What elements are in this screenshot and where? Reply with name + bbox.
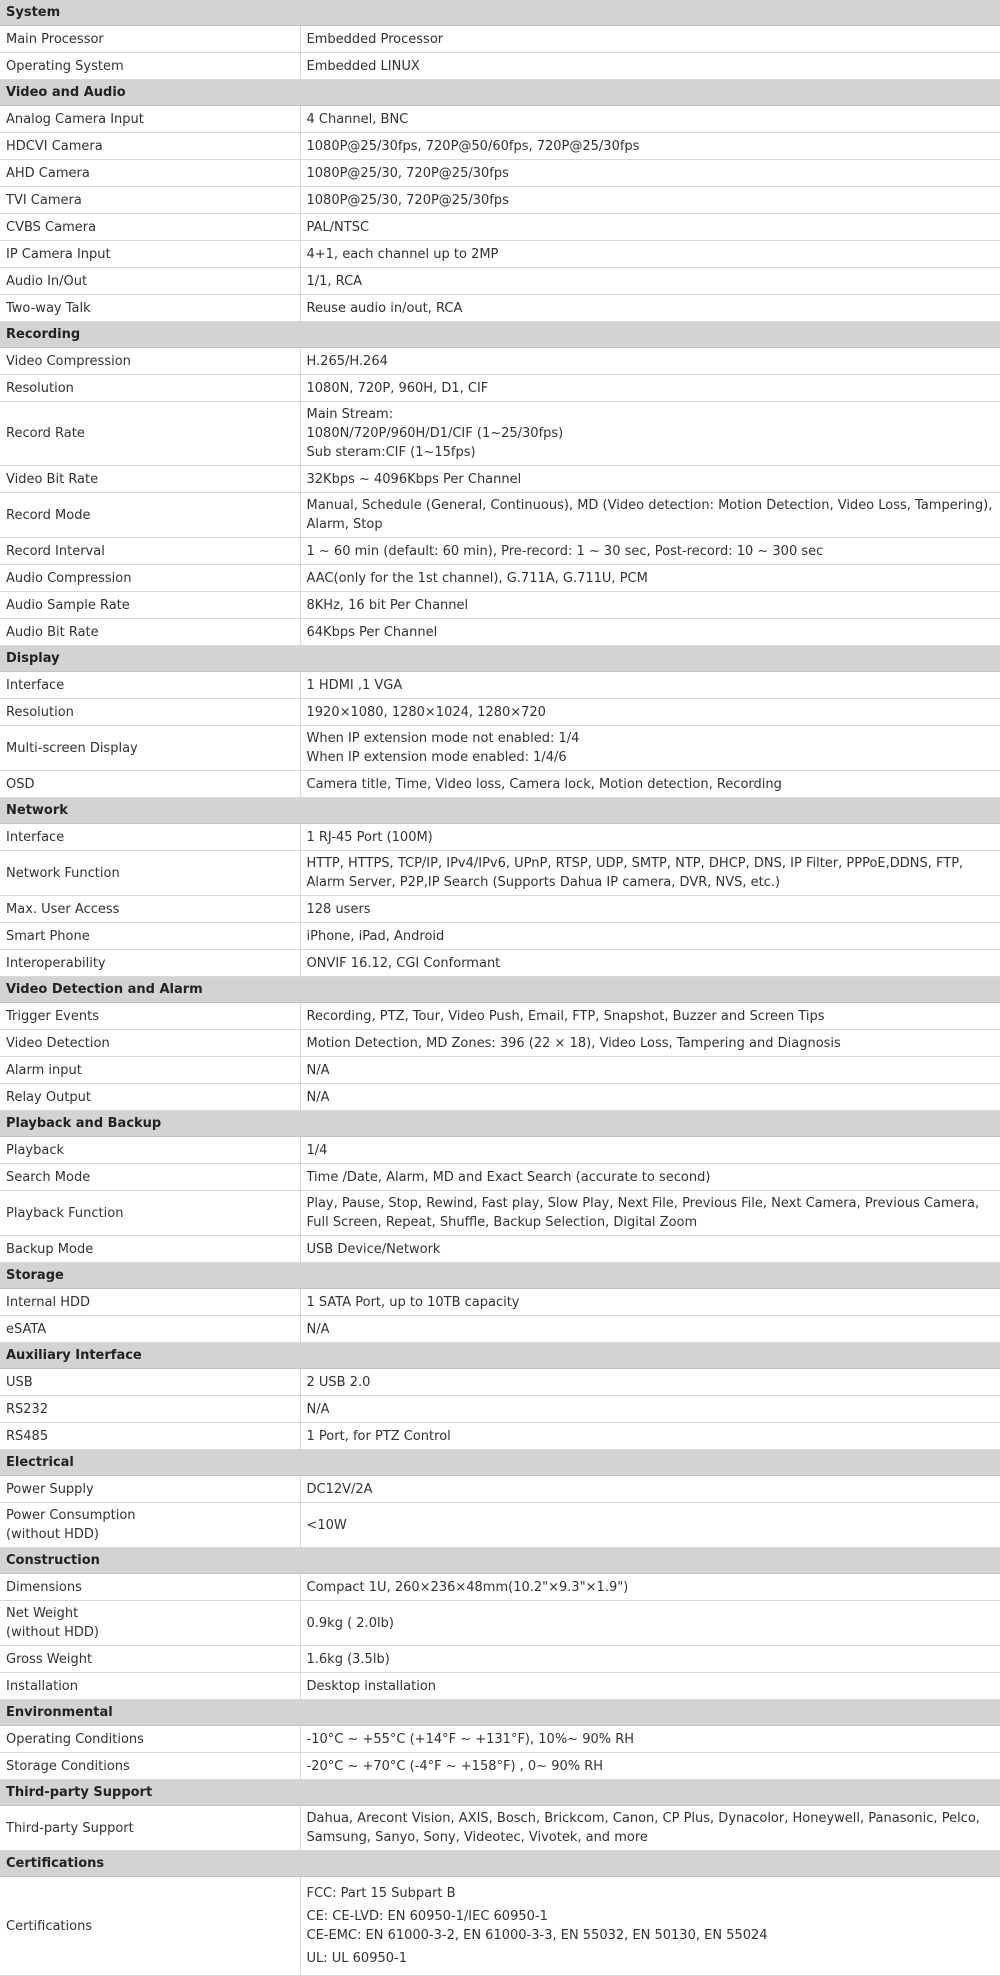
spec-label: Gross Weight bbox=[0, 1646, 300, 1673]
spec-label: Video Compression bbox=[0, 348, 300, 375]
spec-row bbox=[0, 26, 1000, 53]
spec-value: -10°C ~ +55°C (+14°F ~ +131°F), 10%~ 90% RH bbox=[300, 1726, 1000, 1753]
spec-label: Analog Camera Input bbox=[0, 106, 300, 133]
spec-row bbox=[0, 1646, 1000, 1673]
spec-row bbox=[0, 672, 1000, 699]
spec-value: 4 Channel, BNC bbox=[300, 106, 1000, 133]
spec-row bbox=[0, 592, 1000, 619]
section-header-row bbox=[0, 1780, 1000, 1806]
spec-row bbox=[0, 1191, 1000, 1236]
spec-value: Desktop installation bbox=[300, 1673, 1000, 1700]
spec-label: RS485 bbox=[0, 1423, 300, 1450]
spec-label: Audio In/Out bbox=[0, 268, 300, 295]
section-title: Recording bbox=[0, 322, 1000, 348]
spec-label: USB bbox=[0, 1369, 300, 1396]
spec-value: 1.6kg (3.5lb) bbox=[300, 1646, 1000, 1673]
spec-row bbox=[0, 402, 1000, 466]
spec-row bbox=[0, 1236, 1000, 1263]
section-header-row bbox=[0, 1700, 1000, 1726]
spec-label: Playback Function bbox=[0, 1191, 300, 1236]
spec-label: IP Camera Input bbox=[0, 241, 300, 268]
section-title: Third-party Support bbox=[0, 1780, 1000, 1806]
spec-label: Playback bbox=[0, 1137, 300, 1164]
spec-label: Relay Output bbox=[0, 1084, 300, 1111]
spec-row bbox=[0, 106, 1000, 133]
spec-label: HDCVI Camera bbox=[0, 133, 300, 160]
spec-label: Power Supply bbox=[0, 1476, 300, 1503]
spec-label: Network Function bbox=[0, 851, 300, 896]
spec-value-paragraph: UL: UL 60950-1 bbox=[306, 1951, 407, 1966]
spec-row bbox=[0, 619, 1000, 646]
spec-value: Manual, Schedule (General, Continuous), MD (Video detection: Motion Detection, Video Loss, Tampering), Alarm, Stop bbox=[300, 493, 1000, 538]
section-header-row bbox=[0, 1343, 1000, 1369]
spec-row bbox=[0, 1030, 1000, 1057]
spec-row bbox=[0, 851, 1000, 896]
spec-label: Search Mode bbox=[0, 1164, 300, 1191]
spec-row bbox=[0, 1753, 1000, 1780]
spec-row bbox=[0, 53, 1000, 80]
spec-value: Camera title, Time, Video loss, Camera lock, Motion detection, Recording bbox=[300, 771, 1000, 798]
spec-value: AAC(only for the 1st channel), G.711A, G.711U, PCM bbox=[300, 565, 1000, 592]
section-header-row bbox=[0, 1851, 1000, 1877]
spec-value-paragraph: CE: CE-LVD: EN 60950-1/IEC 60950-1 CE-EMC: EN 61000-3-2, EN 61000-3-3, EN 55032, EN 50130, EN 55024 bbox=[306, 1909, 768, 1943]
section-title: Certifications bbox=[0, 1851, 1000, 1877]
spec-row bbox=[0, 699, 1000, 726]
spec-value: -20°C ~ +70°C (-4°F ~ +158°F) , 0~ 90% RH bbox=[300, 1753, 1000, 1780]
spec-row bbox=[0, 348, 1000, 375]
spec-value: ONVIF 16.12, CGI Conformant bbox=[300, 950, 1000, 977]
spec-label: Max. User Access bbox=[0, 896, 300, 923]
spec-label: Certifications bbox=[0, 1877, 300, 1976]
section-title: Construction bbox=[0, 1548, 1000, 1574]
spec-row bbox=[0, 923, 1000, 950]
section-title: Auxiliary Interface bbox=[0, 1343, 1000, 1369]
spec-value: 64Kbps Per Channel bbox=[300, 619, 1000, 646]
spec-value: 128 users bbox=[300, 896, 1000, 923]
spec-label: Interface bbox=[0, 824, 300, 851]
spec-label: AHD Camera bbox=[0, 160, 300, 187]
spec-value: 1/4 bbox=[300, 1137, 1000, 1164]
spec-row bbox=[0, 214, 1000, 241]
spec-label: Record Interval bbox=[0, 538, 300, 565]
spec-value: 2 USB 2.0 bbox=[300, 1369, 1000, 1396]
section-title: Video Detection and Alarm bbox=[0, 977, 1000, 1003]
section-title: Video and Audio bbox=[0, 80, 1000, 106]
spec-value: Dahua, Arecont Vision, AXIS, Bosch, Brickcom, Canon, CP Plus, Dynacolor, Honeywell, Panasonic, Pelco, Samsung, Sanyo, Sony, Videotec, Vivotek, and more bbox=[300, 1806, 1000, 1851]
section-title: Storage bbox=[0, 1263, 1000, 1289]
spec-value: DC12V/2A bbox=[300, 1476, 1000, 1503]
section-header-row bbox=[0, 1263, 1000, 1289]
spec-row bbox=[0, 295, 1000, 322]
spec-row bbox=[0, 1316, 1000, 1343]
spec-value: USB Device/Network bbox=[300, 1236, 1000, 1263]
spec-value: Compact 1U, 260×236×48mm(10.2"×9.3"×1.9") bbox=[300, 1574, 1000, 1601]
spec-row bbox=[0, 375, 1000, 402]
spec-label: Dimensions bbox=[0, 1574, 300, 1601]
spec-row bbox=[0, 241, 1000, 268]
spec-row bbox=[0, 1601, 1000, 1646]
section-header-row bbox=[0, 1548, 1000, 1574]
spec-row bbox=[0, 1574, 1000, 1601]
spec-label: Net Weight (without HDD) bbox=[0, 1601, 300, 1646]
spec-label: Video Detection bbox=[0, 1030, 300, 1057]
spec-label: Record Rate bbox=[0, 402, 300, 466]
spec-row bbox=[0, 1396, 1000, 1423]
spec-row bbox=[0, 268, 1000, 295]
spec-row bbox=[0, 466, 1000, 493]
spec-row bbox=[0, 1084, 1000, 1111]
spec-row bbox=[0, 160, 1000, 187]
spec-label: eSATA bbox=[0, 1316, 300, 1343]
spec-value: <10W bbox=[300, 1503, 1000, 1548]
spec-value: 1080P@25/30fps, 720P@50/60fps, 720P@25/30fps bbox=[300, 133, 1000, 160]
spec-label: Resolution bbox=[0, 375, 300, 402]
section-title: Network bbox=[0, 798, 1000, 824]
spec-value: 1 Port, for PTZ Control bbox=[300, 1423, 1000, 1450]
spec-label: RS232 bbox=[0, 1396, 300, 1423]
spec-label: Operating System bbox=[0, 53, 300, 80]
section-header-row bbox=[0, 80, 1000, 106]
spec-row bbox=[0, 1476, 1000, 1503]
spec-label: Audio Sample Rate bbox=[0, 592, 300, 619]
spec-row bbox=[0, 538, 1000, 565]
spec-value: HTTP, HTTPS, TCP/IP, IPv4/IPv6, UPnP, RTSP, UDP, SMTP, NTP, DHCP, DNS, IP Filter, PPPoE,DDNS, FTP, Alarm Server, P2P,IP Search (Supports Dahua IP camera, DVR, NVS, etc.) bbox=[300, 851, 1000, 896]
section-header-row bbox=[0, 0, 1000, 26]
section-header-row bbox=[0, 646, 1000, 672]
section-header-row bbox=[0, 322, 1000, 348]
spec-label: OSD bbox=[0, 771, 300, 798]
spec-label: Multi-screen Display bbox=[0, 726, 300, 771]
spec-row bbox=[0, 824, 1000, 851]
spec-label: Operating Conditions bbox=[0, 1726, 300, 1753]
spec-value bbox=[300, 1877, 1000, 1976]
spec-value: 4+1, each channel up to 2MP bbox=[300, 241, 1000, 268]
section-title: System bbox=[0, 0, 1000, 26]
spec-label: Smart Phone bbox=[0, 923, 300, 950]
section-header-row bbox=[0, 1111, 1000, 1137]
spec-value: Reuse audio in/out, RCA bbox=[300, 295, 1000, 322]
spec-label: TVI Camera bbox=[0, 187, 300, 214]
spec-label: Third-party Support bbox=[0, 1806, 300, 1851]
spec-value: 32Kbps ~ 4096Kbps Per Channel bbox=[300, 466, 1000, 493]
spec-value: 8KHz, 16 bit Per Channel bbox=[300, 592, 1000, 619]
spec-value: 1080N, 720P, 960H, D1, CIF bbox=[300, 375, 1000, 402]
spec-value: Play, Pause, Stop, Rewind, Fast play, Slow Play, Next File, Previous File, Next Camera, Previous Camera, Full Screen, Repeat, Shuffle, Backup Selection, Digital Zoom bbox=[300, 1191, 1000, 1236]
spec-value: Embedded Processor bbox=[300, 26, 1000, 53]
section-header-row bbox=[0, 1450, 1000, 1476]
spec-value: 1 HDMI ,1 VGA bbox=[300, 672, 1000, 699]
spec-value: iPhone, iPad, Android bbox=[300, 923, 1000, 950]
spec-row bbox=[0, 1137, 1000, 1164]
spec-value: PAL/NTSC bbox=[300, 214, 1000, 241]
spec-row bbox=[0, 1289, 1000, 1316]
spec-value: N/A bbox=[300, 1396, 1000, 1423]
spec-value: When IP extension mode not enabled: 1/4 When IP extension mode enabled: 1/4/6 bbox=[300, 726, 1000, 771]
spec-row bbox=[0, 1806, 1000, 1851]
spec-value: Motion Detection, MD Zones: 396 (22 × 18), Video Loss, Tampering and Diagnosis bbox=[300, 1030, 1000, 1057]
spec-value: 1080P@25/30, 720P@25/30fps bbox=[300, 187, 1000, 214]
spec-row bbox=[0, 1503, 1000, 1548]
spec-row bbox=[0, 1003, 1000, 1030]
spec-label: Interface bbox=[0, 672, 300, 699]
spec-label: Internal HDD bbox=[0, 1289, 300, 1316]
spec-label: Installation bbox=[0, 1673, 300, 1700]
spec-label: Trigger Events bbox=[0, 1003, 300, 1030]
spec-row bbox=[0, 1369, 1000, 1396]
spec-label: Power Consumption (without HDD) bbox=[0, 1503, 300, 1548]
spec-value: 1920×1080, 1280×1024, 1280×720 bbox=[300, 699, 1000, 726]
spec-value: Recording, PTZ, Tour, Video Push, Email, FTP, Snapshot, Buzzer and Screen Tips bbox=[300, 1003, 1000, 1030]
spec-value: Embedded LINUX bbox=[300, 53, 1000, 80]
spec-value: N/A bbox=[300, 1084, 1000, 1111]
spec-row bbox=[0, 1057, 1000, 1084]
spec-label: Two-way Talk bbox=[0, 295, 300, 322]
spec-value: 1 RJ-45 Port (100M) bbox=[300, 824, 1000, 851]
spec-label: Resolution bbox=[0, 699, 300, 726]
spec-label: Record Mode bbox=[0, 493, 300, 538]
spec-row bbox=[0, 1164, 1000, 1191]
spec-value: N/A bbox=[300, 1057, 1000, 1084]
spec-value: Main Stream: 1080N/720P/960H/D1/CIF (1~25/30fps) Sub steram:CIF (1~15fps) bbox=[300, 402, 1000, 466]
spec-row bbox=[0, 187, 1000, 214]
spec-value: 1 ~ 60 min (default: 60 min), Pre-record: 1 ~ 30 sec, Post-record: 10 ~ 300 sec bbox=[300, 538, 1000, 565]
spec-label: Audio Bit Rate bbox=[0, 619, 300, 646]
spec-row bbox=[0, 896, 1000, 923]
section-title: Electrical bbox=[0, 1450, 1000, 1476]
spec-label: Video Bit Rate bbox=[0, 466, 300, 493]
spec-value: N/A bbox=[300, 1316, 1000, 1343]
spec-row bbox=[0, 565, 1000, 592]
spec-row bbox=[0, 950, 1000, 977]
section-title: Display bbox=[0, 646, 1000, 672]
spec-label: Alarm input bbox=[0, 1057, 300, 1084]
section-header-row bbox=[0, 798, 1000, 824]
spec-label: CVBS Camera bbox=[0, 214, 300, 241]
spec-row bbox=[0, 771, 1000, 798]
spec-row bbox=[0, 726, 1000, 771]
spec-value: 0.9kg ( 2.0lb) bbox=[300, 1601, 1000, 1646]
spec-value: Time /Date, Alarm, MD and Exact Search (accurate to second) bbox=[300, 1164, 1000, 1191]
spec-label: Storage Conditions bbox=[0, 1753, 300, 1780]
spec-value-paragraph: FCC: Part 15 Subpart B bbox=[306, 1886, 456, 1901]
spec-label: Main Processor bbox=[0, 26, 300, 53]
spec-label: Interoperability bbox=[0, 950, 300, 977]
spec-row bbox=[0, 1423, 1000, 1450]
spec-value: H.265/H.264 bbox=[300, 348, 1000, 375]
spec-row bbox=[0, 1673, 1000, 1700]
spec-value: 1 SATA Port, up to 10TB capacity bbox=[300, 1289, 1000, 1316]
spec-value: 1/1, RCA bbox=[300, 268, 1000, 295]
section-title: Playback and Backup bbox=[0, 1111, 1000, 1137]
section-title: Environmental bbox=[0, 1700, 1000, 1726]
spec-row bbox=[0, 133, 1000, 160]
section-header-row bbox=[0, 977, 1000, 1003]
spec-label: Backup Mode bbox=[0, 1236, 300, 1263]
spec-row bbox=[0, 1726, 1000, 1753]
spec-value: 1080P@25/30, 720P@25/30fps bbox=[300, 160, 1000, 187]
spec-row bbox=[0, 493, 1000, 538]
spec-row bbox=[0, 1877, 1000, 1976]
spec-label: Audio Compression bbox=[0, 565, 300, 592]
